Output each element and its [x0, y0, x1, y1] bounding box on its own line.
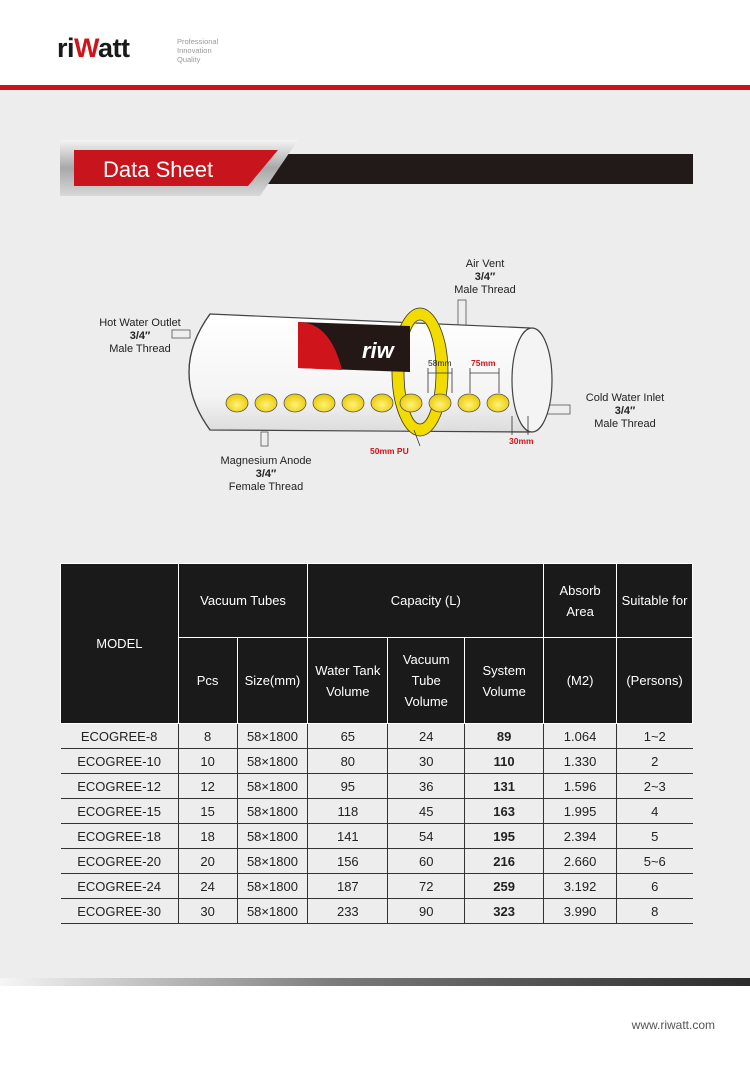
table-cell: 10: [178, 749, 237, 774]
header-water-tank: Water Tank Volume: [308, 638, 388, 724]
table-cell: ECOGREE-8: [61, 724, 179, 749]
table-cell: 90: [388, 899, 465, 924]
header-suitable-for: Suitable for: [617, 564, 693, 638]
table-cell: 58×1800: [237, 899, 308, 924]
spec-table: [60, 563, 693, 924]
table-cell: 1~2: [617, 724, 693, 749]
dim-58-label: 58mm: [428, 358, 452, 368]
table-cell: 58×1800: [237, 824, 308, 849]
table-cell: 163: [465, 799, 544, 824]
table-cell: 323: [465, 899, 544, 924]
table-cell: ECOGREE-15: [61, 799, 179, 824]
cold-water-label: Cold Water Inlet 3/4′′ Male Thread: [585, 392, 665, 430]
table-cell: 2~3: [617, 774, 693, 799]
table-cell: 4: [617, 799, 693, 824]
table-cell: 1.596: [544, 774, 617, 799]
page-header: [0, 0, 750, 90]
footer-band: [0, 978, 750, 986]
table-row: [61, 724, 693, 749]
tank-logo-text: riw: [362, 338, 394, 363]
banner-title: Data Sheet: [103, 157, 214, 182]
website-url: www.riwatt.com: [631, 1018, 715, 1032]
table-row: [61, 899, 693, 924]
table-cell: 5: [617, 824, 693, 849]
header-system-volume: System Volume: [465, 638, 544, 724]
table-cell: 30: [388, 749, 465, 774]
table-cell: 5~6: [617, 849, 693, 874]
table-cell: 20: [178, 849, 237, 874]
table-cell: 216: [465, 849, 544, 874]
tank-diagram: [80, 250, 680, 500]
table-cell: 2: [617, 749, 693, 774]
table-row: [61, 824, 693, 849]
table-cell: ECOGREE-20: [61, 849, 179, 874]
table-cell: 58×1800: [237, 724, 308, 749]
table-cell: ECOGREE-10: [61, 749, 179, 774]
air-vent-label: Air Vent 3/4′′ Male Thread: [454, 258, 516, 296]
table-cell: 1.995: [544, 799, 617, 824]
hot-water-label: Hot Water Outlet 3/4′′ Male Thread: [99, 317, 181, 355]
header-persons: (Persons): [617, 638, 693, 724]
header-vacuum-tube-volume: Vacuum Tube Volume: [388, 638, 465, 724]
table-cell: 72: [388, 874, 465, 899]
table-cell: 45: [388, 799, 465, 824]
table-cell: 36: [388, 774, 465, 799]
header-m2: (M2): [544, 638, 617, 724]
tank-end-cap: [512, 328, 552, 432]
table-cell: 233: [308, 899, 388, 924]
table-cell: 58×1800: [237, 849, 308, 874]
table-row: [61, 799, 693, 824]
anode-label: Magnesium Anode 3/4′′ Female Thread: [220, 455, 312, 493]
table-cell: 110: [465, 749, 544, 774]
table-cell: 18: [178, 824, 237, 849]
anode-pipe: [261, 432, 268, 446]
table-cell: ECOGREE-30: [61, 899, 179, 924]
table-cell: 95: [308, 774, 388, 799]
table-cell: 24: [178, 874, 237, 899]
table-cell: 156: [308, 849, 388, 874]
table-cell: 65: [308, 724, 388, 749]
dim-75-label: 75mm: [471, 358, 496, 368]
table-cell: 259: [465, 874, 544, 899]
table-cell: 195: [465, 824, 544, 849]
header-absorb-area: Absorb Area: [544, 564, 617, 638]
pu-label: 50mm PU: [370, 446, 409, 456]
table-cell: 3.192: [544, 874, 617, 899]
table-cell: ECOGREE-18: [61, 824, 179, 849]
table-row: [61, 849, 693, 874]
table-row: [61, 749, 693, 774]
table-cell: 58×1800: [237, 874, 308, 899]
table-cell: 2.660: [544, 849, 617, 874]
header-capacity: Capacity (L): [308, 564, 544, 638]
spec-table-body: [61, 724, 693, 924]
table-cell: 24: [388, 724, 465, 749]
table-cell: 8: [178, 724, 237, 749]
header-vacuum-tubes: Vacuum Tubes: [178, 564, 308, 638]
table-cell: 58×1800: [237, 799, 308, 824]
table-cell: 15: [178, 799, 237, 824]
table-cell: 30: [178, 899, 237, 924]
table-cell: 1.064: [544, 724, 617, 749]
table-cell: 60: [388, 849, 465, 874]
table-cell: ECOGREE-12: [61, 774, 179, 799]
table-cell: 187: [308, 874, 388, 899]
dim-30-label: 30mm: [509, 436, 534, 446]
header-pcs: Pcs: [178, 638, 237, 724]
table-cell: 2.394: [544, 824, 617, 849]
riwatt-logo: riWatt: [57, 33, 130, 63]
table-row: [61, 774, 693, 799]
table-cell: 80: [308, 749, 388, 774]
header-size: Size(mm): [237, 638, 308, 724]
header-model: MODEL: [61, 564, 179, 724]
tagline: Professional Innovation Quality: [177, 37, 219, 64]
table-cell: 89: [465, 724, 544, 749]
table-cell: 3.990: [544, 899, 617, 924]
table-cell: 131: [465, 774, 544, 799]
table-cell: 8: [617, 899, 693, 924]
table-cell: 54: [388, 824, 465, 849]
tank-drawing: [80, 250, 680, 500]
table-cell: 6: [617, 874, 693, 899]
table-cell: 58×1800: [237, 774, 308, 799]
table-cell: ECOGREE-24: [61, 874, 179, 899]
table-row: [61, 874, 693, 899]
table-cell: 58×1800: [237, 749, 308, 774]
table-cell: 1.330: [544, 749, 617, 774]
table-cell: 118: [308, 799, 388, 824]
table-cell: 12: [178, 774, 237, 799]
table-cell: 141: [308, 824, 388, 849]
